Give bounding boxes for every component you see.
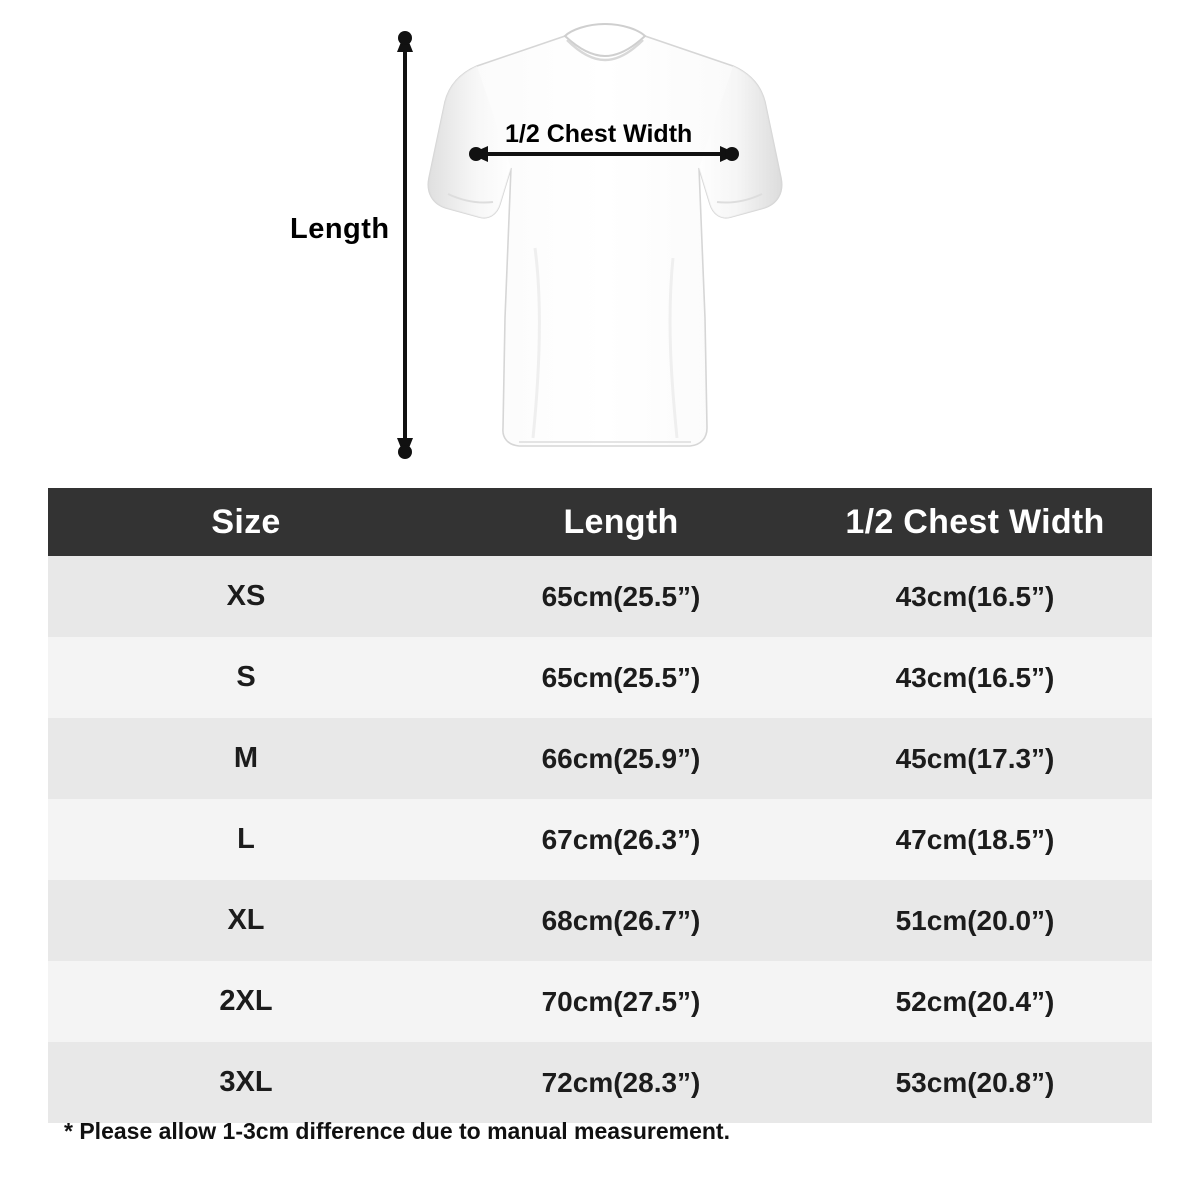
cell-chest: 45cm(17.3”) bbox=[895, 742, 1055, 774]
column-header-length: Length bbox=[563, 502, 679, 541]
measurement-diagram bbox=[0, 0, 1200, 488]
table-header-row bbox=[48, 488, 1152, 556]
cell-length: 67cm(26.3”) bbox=[541, 823, 701, 855]
cell-length: 70cm(27.5”) bbox=[541, 985, 701, 1017]
table-row bbox=[48, 637, 1152, 718]
cell-size: M bbox=[233, 742, 259, 774]
tshirt-illustration bbox=[415, 18, 795, 468]
measurement-footnote: * Please allow 1-3cm difference due to manual measurement. bbox=[64, 1118, 730, 1144]
column-header-chest-width: 1/2 Chest Width bbox=[845, 502, 1105, 541]
table-row bbox=[48, 556, 1152, 637]
table-row bbox=[48, 880, 1152, 961]
cell-chest: 43cm(16.5”) bbox=[895, 580, 1055, 612]
table-row bbox=[48, 1042, 1152, 1123]
cell-length: 68cm(26.7”) bbox=[541, 904, 701, 936]
cell-chest: 52cm(20.4”) bbox=[895, 985, 1055, 1017]
cell-chest: 53cm(20.8”) bbox=[895, 1066, 1055, 1098]
cell-size: 2XL bbox=[219, 985, 273, 1017]
table-row bbox=[48, 718, 1152, 799]
chest-width-label: 1/2 Chest Width bbox=[505, 120, 693, 148]
cell-size: 3XL bbox=[219, 1066, 273, 1098]
cell-length: 65cm(25.5”) bbox=[541, 661, 701, 693]
cell-size: XS bbox=[226, 580, 266, 612]
cell-chest: 43cm(16.5”) bbox=[895, 661, 1055, 693]
cell-length: 66cm(25.9”) bbox=[541, 742, 701, 774]
cell-length: 72cm(28.3”) bbox=[541, 1066, 701, 1098]
cell-length: 65cm(25.5”) bbox=[541, 580, 701, 612]
cell-size: S bbox=[236, 661, 256, 693]
cell-size: XL bbox=[227, 904, 265, 936]
table-row bbox=[48, 799, 1152, 880]
table-row bbox=[48, 961, 1152, 1042]
column-header-size: Size bbox=[211, 502, 281, 541]
cell-size: L bbox=[237, 823, 255, 855]
size-chart-table bbox=[48, 488, 1152, 1123]
length-label: Length bbox=[290, 213, 390, 245]
cell-chest: 47cm(18.5”) bbox=[895, 823, 1055, 855]
cell-chest: 51cm(20.0”) bbox=[895, 904, 1055, 936]
